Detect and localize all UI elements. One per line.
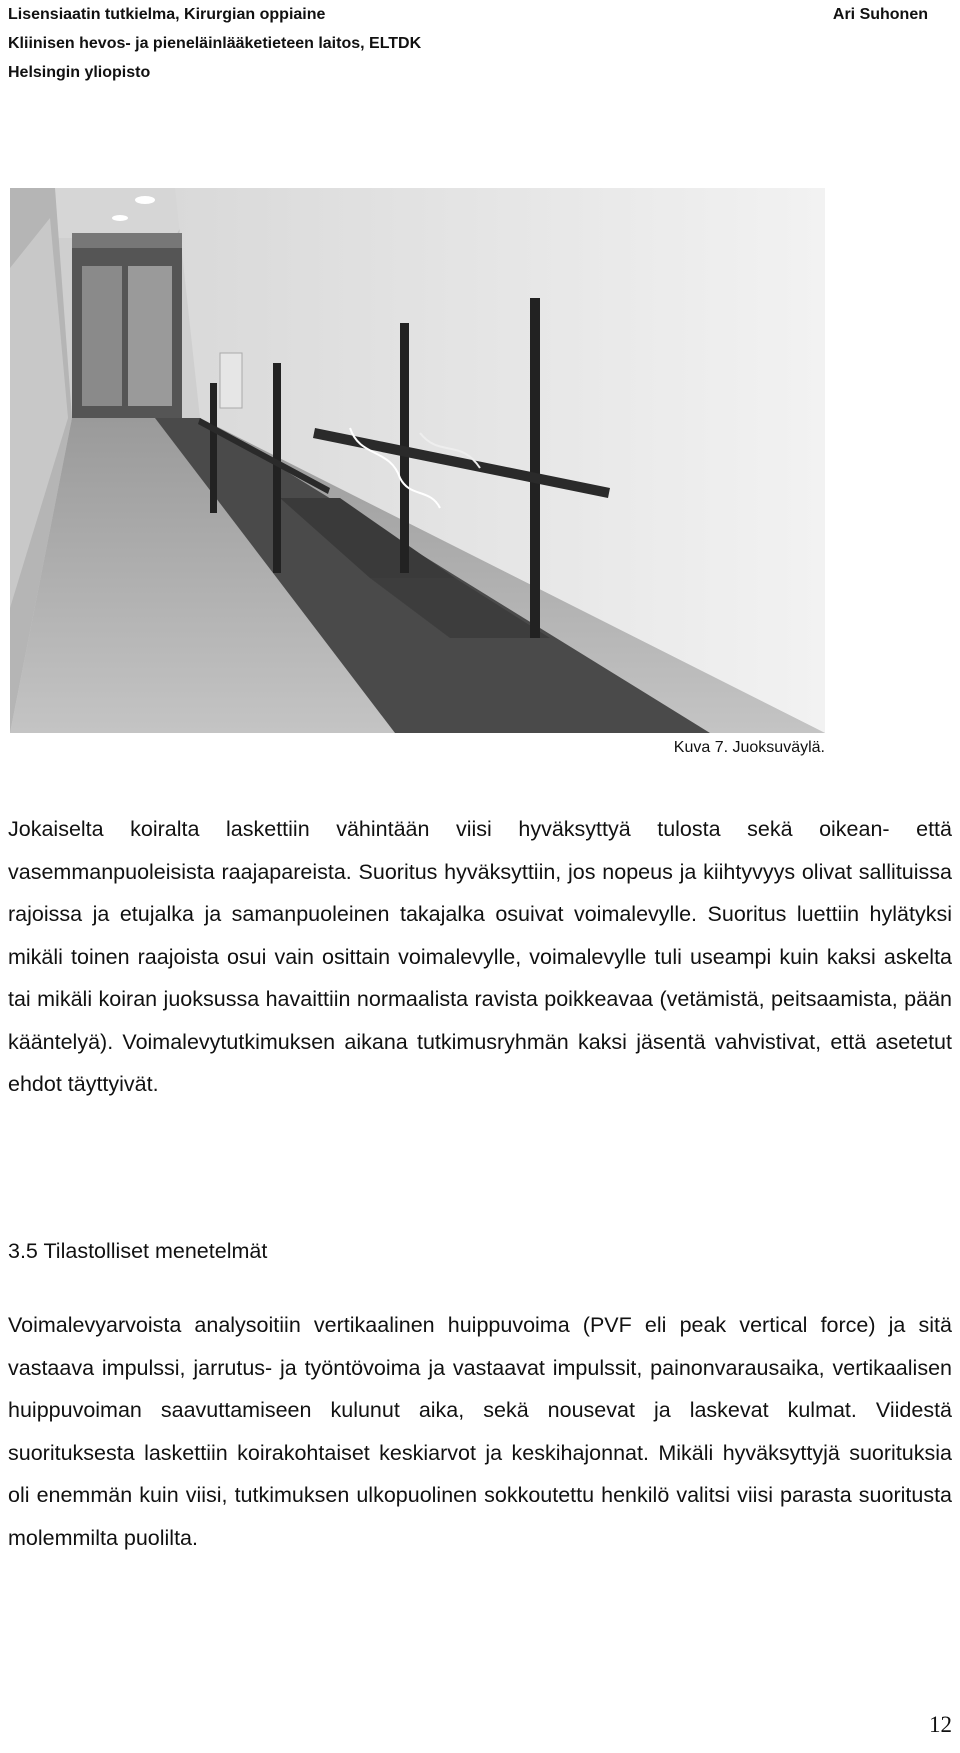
figure-caption: Kuva 7. Juoksuväylä.: [673, 739, 825, 756]
body-paragraph-2: Voimalevyarvoista analysoitiin vertikaalinen huippuvoima (PVF eli peak vertical force) ja sitä vastaava impulssi, jarrutus- ja työntövoima ja vastaavat impulssit, painonvarausaika, vertikaalisen huippuvoiman saavuttamiseen kulunut aika, sekä nousevat ja laskevat kulmat. Viidestä suorituksesta laskettiin koirakohtaiset keskiarvot ja keskihajonnat. Mikäli hyväksyttyjä suorituksia oli enemmän kuin viisi, tutkimuksen ulkopuolinen sokkoutettu henkilö valitsi viisi parasta suoritusta molemmilta puolilta.: [8, 1313, 952, 1550]
header-department: Kliinisen hevos- ja pieneläinlääketieteen laitos, ELTDK: [8, 35, 422, 52]
page-number: 12: [929, 1712, 952, 1737]
page-header: [8, 0, 928, 87]
header-thesis-title: Lisensiaatin tutkielma, Kirurgian oppiaine: [8, 6, 326, 23]
corridor-photo-illustration: [10, 188, 825, 733]
header-university: Helsingin yliopisto: [8, 64, 151, 81]
section-heading: 3.5 Tilastolliset menetelmät: [8, 1239, 268, 1263]
header-author: Ari Suhonen: [832, 6, 928, 23]
corridor-photo: [10, 188, 825, 733]
body-paragraph-1: Jokaiselta koiralta laskettiin vähintään viisi hyväksyttyä tulosta sekä oikean- että vasemmanpuoleisista raajapareista. Suoritus hyväksyttiin, jos nopeus ja kiihtyvyys olivat sallituissa rajoissa ja etujalka ja samanpuoleinen takajalka osuivat voimalevylle. Suoritus luettiin hylätyksi mikäli toinen raajoista osui vain osittain voimalevylle, voimalevylle tuli useampi kuin kaksi askelta tai mikäli koiran juoksussa havaittiin normaalista ravista poikkeavaa (vetämistä, peitsaamista, pään kääntelyä). Voimalevytutkimuksen aikana tutkimusryhmän kaksi jäsentä vahvistivat, että asetetut ehdot täyttyivät.: [8, 817, 952, 1096]
